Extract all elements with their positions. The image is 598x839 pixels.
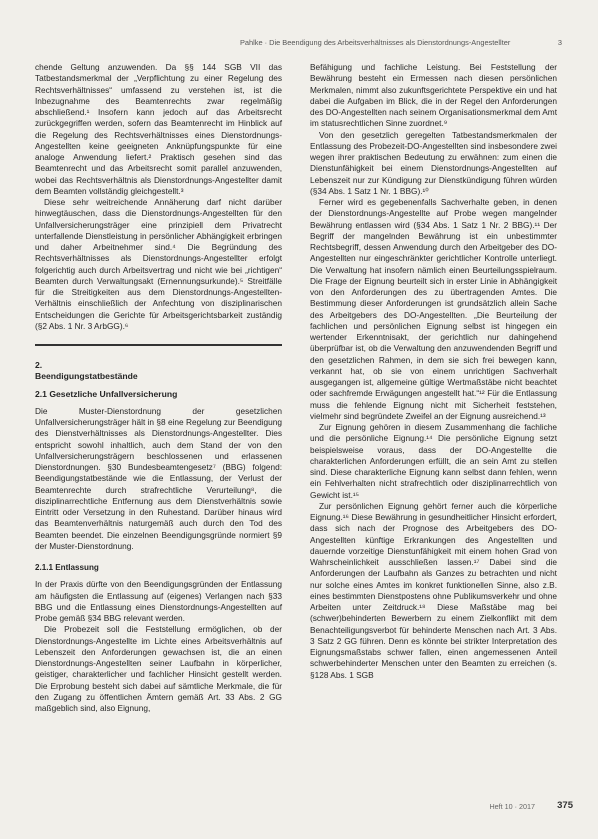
page-footer bbox=[455, 800, 573, 812]
subsection-title: 2.1 Gesetzliche Unfallversicherung bbox=[35, 388, 178, 399]
header-page-number: 3 bbox=[557, 38, 562, 47]
paragraph: Die Muster-Dienstordnung der gesetzlichen Unfallversicherungsträger hält in §8 eine Regelung zur Beendigung des Dienstverhältnisses als Dienstordnungs-Angestellter. Dies entspricht sowohl inhaltlich, auch dem Stand der von den Unfallversicherungsträgern beschlossenen und erlassenen Dienstordnungen. §30 Bundesbeamtengesetz⁷ (BBG) folgend: Beendigungstatbestände wie die Entlassung, der Verlust der Beamtenrechte durch strafrechtliche Verurteilung⁸, die disziplinarrechtliche Entfernung aus dem Dienstverhältnis sowie Eintritt oder Versetzung in den Ruhestand. Darüber hinaus wird das Beamtenverhältnis naturgemäß auch durch den Tod des Beamten beendet. Die einzelnen Beendigungsgründe normiert §9 der Muster-Dienstordnung. bbox=[35, 405, 282, 551]
paragraph: Befähigung und fachliche Leistung. Bei Feststellung der Bewährung besteht ein Ermessen nach diesen persönlichen Merkmalen, nimmt also zukunftsgerichtete Perspektive ein und hat dabei die Aufgaben im Blick, die in der Regel den Anforderungen des DO-Angestellten nach seinem Organisationsmerkmal dem Amt im statusrechtlichen Sinne zuordnet.⁹ bbox=[310, 62, 557, 129]
paragraph: Von den gesetzlich geregelten Tatbestandsmerkmalen der Entlassung des Probezeit-DO-Angestellten sind insbesondere zwei wegen ihrer praktischen Bedeutung zu erwähnen: zum einen die Dienstunfähigkeit bei einem Dienstordnungs-Angestellten auf Lebenszeit nur zur Kündigung zur Dienstkündigung führen würden (§34 Abs. 1 Satz 1 Nr. 1 BBG).¹⁰ bbox=[310, 129, 557, 196]
section-number: 2. bbox=[35, 360, 43, 370]
footer-page-number: 375 bbox=[557, 800, 573, 811]
running-title: Pahlke · Die Beendigung des Arbeitsverhältnisses als Dienstordnungs-Angestellter bbox=[240, 38, 511, 47]
left-column bbox=[35, 62, 282, 714]
paragraph: Die Probezeit soll die Feststellung ermöglichen, ob der Dienstordnungs-Angestellte im Lichte eines Arbeitsverhältnis auf Lebenszeit den Anforderungen gewachsen ist, die an einen Dienstordnungs-Angestellten seiner Laufbahn in körperlicher, geistiger, charakterlicher und fachlicher Hinsicht gestellt werden. Die Erprobung besteht sich dabei auf sämtliche Merkmale, die für den Zugang zu öffentlichen Ämtern gemäß Art. 33 Abs. 2 GG maßgeblich sind, also Eignung, bbox=[35, 624, 282, 713]
issue-label: Heft 10 · 2017 bbox=[489, 802, 535, 811]
paragraph: Zur persönlichen Eignung gehört ferner auch die körperliche Eignung.¹⁶ Diese Bewährung in gesundheitlicher Hinsicht erfordert, dass sich nach der Prognose des Arbeitgebers des DO-Angestellten künftige Erkrankungen des Angestellten und dauernde vorzeitige Dienstunfähigkeit mit einem hohen Grad von Wahrscheinlichkeit ausschließen lassen.¹⁷ Dabei sind die Anforderungen der Laufbahn als Ganzes zu betrachten und nicht nur solche eines Amtes im konkret funktionellen Sinne, also z.B. eines bestimmten Dienstpostens ohne Publikumsverkehr und ohne Arbeiten unter Zeitdruck.¹⁸ Diese Maßstäbe mag bei (schwer)behinderten Bewerbern zu einem Zielkonflikt mit dem Benachteiligungsverbot für behinderte Menschen nach Art. 3 Abs. 3 Satz 2 GG führen. Denn es könnte bei strikter Interpretation des Eignungsmaßstabs schwer fallen, einen angemessenen Anteil schwerbehinderter Menschen unter den Beamten zu erreichen (s. §128 Abs. 1 SGB bbox=[310, 500, 557, 680]
section-title: Beendigungstatbestände bbox=[35, 371, 138, 382]
paragraph: Ferner wird es gegebenenfalls Sachverhalte geben, in denen der Dienstordnungs-Angestellte auf Probe wegen mangelnder Bewährung entlassen wird (§34 Abs. 1 Satz 1 Nr. 2 BBG).¹¹ Der Begriff der mangelnden Bewährung ist ein unbestimmter Rechtsbegriff, dessen Anwendung durch den Arbeitgeber des DO-Angestellten nur eingeschränkter gerichtlicher Kontrolle unterliegt. Die Verwaltung hat insofern nämlich einen Beurteilungsspielraum. Die Frage der Eignung beurteilt sich in erster Linie in Abhängigkeit von den Anforderungen des zu übertragenden Amtes. Die Bestimmung dieser Anforderungen ist grundsätzlich allein Sache des Arbeitgebers des DO-Angestellten. „Die Beurteilung der fachlichen und persönlichen Eignung selbst ist hingegen ein wertender Erkenntnisakt, der gerichtlich nur dahingehend überprüfbar ist, ob die Verwaltung den anzuwendenden Begriff und den gesetzlichen Rahmen, in dem sie sich frei bewegen kann, verkannt hat, ob sie von einem unrichtigen Sachverhalt ausgegangen ist, allgemeine gültige Wertmaßstäbe nicht beachtet oder sachfremde Erwägungen angestellt hat.“¹² Für die Entlassung muss die fehlende Eignung nicht mit Sicherheit feststehen, vielmehr sind begründete Zweifel an der Eignung ausreichend.¹³ bbox=[310, 197, 557, 421]
section-heading bbox=[35, 344, 282, 383]
paragraph: In der Praxis dürfte von den Beendigungsgründen der Entlassung am häufigsten die Entlassung auf (eigenes) Verlangen nach §33 BBG und die Entlassung eines Dienstordnungs-Angestellten auf Probe gemäß §34 BBG relevant werden. bbox=[35, 579, 282, 623]
paragraph: Diese sehr weitreichende Annäherung darf nicht darüber hinwegtäuschen, dass die Dienstordnungs-Angestellten für den Unfallversicherungsträger eine prinzipiell dem Privatrecht unterfallende Dienstleistung in persönlicher Abhängigkeit erbringen und daher Arbeitnehmer sind.⁴ Die Begründung des Rechtsverhältnisses als Dienstordnungs-Angestellter erfolgt folgerichtig auch durch Arbeitsvertrag und nicht wie bei „richtigen“ Beamten durch Verwaltungsakt (Ernennungsurkunde).⁵ Streitfälle für die Streitigkeiten aus dem Dienstordnungs-Angestellten-Verhältnis einschließlich der Anfechtung von disziplinarischen Entscheidungen die Gerichte für Arbeitsgerichtsbarkeit zuständig (§2 Abs. 1 Nr. 3 ArbGG).⁶ bbox=[35, 197, 282, 331]
paragraph: Zur Eignung gehören in diesem Zusammenhang die fachliche und die persönliche Eignung.¹⁴ Die persönliche Eignung setzt beispielsweise voraus, dass der DO-Angestellte die charakterlichen Anforderungen erfüllt, die an sein Amt zu stellen sind. Diese charakterliche Eignung kann selbst dann fehlen, wenn ein Fehlverhalten nicht strafrechtlich oder disziplinarrechtlich von Gewicht ist.¹⁵ bbox=[310, 422, 557, 500]
right-column bbox=[310, 62, 557, 681]
paragraph: chende Geltung anzuwenden. Da §§ 144 SGB VII das Tatbestandsmerkmal der „Verpflichtung zu einer Regelung des Rechtsverhältnisses“ umfassend zu verstehen ist, ist die Inbezugnahme des Beamtenrechts zwar regelmäßig abschließend.¹ Insofern kann jedoch auf das Arbeitsrecht zurückgegriffen werden, sofern das Beamtenrecht im Hinblick auf die Regelung des Rechtsverhältnisses eines Dienstordnungs-Angestellten keine geeigneten Anknüpfungspunkte für eine analoge Anwendung liefert.² Praktisch gesehen sind das Beamtenrecht und das Arbeitsrecht somit parallel anzuwenden, wobei das Rechtsverhältnis als Dienstordnungs-Angestellter damit dem Beamten vollständig gleichgestellt.³ bbox=[35, 62, 282, 196]
running-header bbox=[240, 38, 570, 47]
subsubsection-title: 2.1.1 Entlassung bbox=[35, 563, 99, 572]
